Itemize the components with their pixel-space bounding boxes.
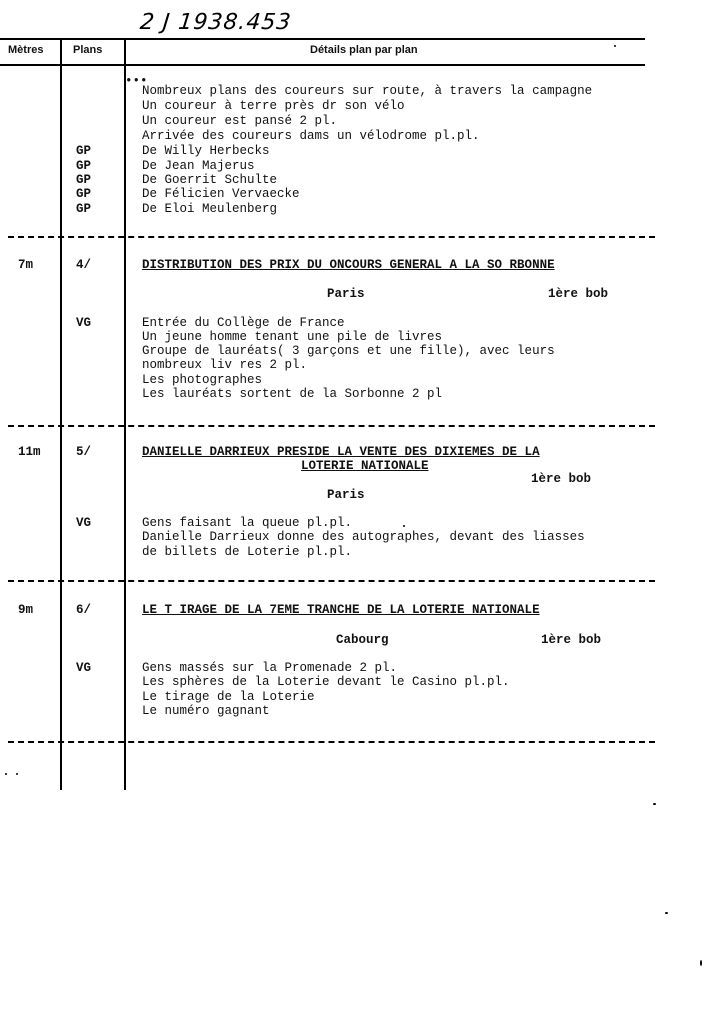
- document-reference: 2 J 1938.453: [138, 10, 293, 35]
- scan-speck: [614, 45, 616, 47]
- scan-speck: [403, 525, 405, 527]
- scan-speck: [5, 773, 7, 775]
- section-2-line: Groupe de lauréats( 3 garçons et une fille), avec leurs: [142, 344, 555, 358]
- section-separator: [8, 425, 655, 427]
- section-1-line: De Félicien Vervaecke: [142, 187, 300, 201]
- section-separator: [8, 741, 655, 743]
- section-1-line: De Eloi Meulenberg: [142, 202, 278, 216]
- section-1-line: De Goerrit Schulte: [142, 173, 278, 187]
- section-3-title-line-1: DANIELLE DARRIEUX PRESIDE LA VENTE DES DIXIEMES DE LA: [142, 445, 540, 459]
- section-1-line: Un coureur est pansé 2 pl.: [142, 114, 338, 128]
- header-metres: Mètres: [8, 44, 44, 56]
- section-4-metres: 9m: [18, 603, 34, 617]
- section-3-line: de billets de Loterie pl.pl.: [142, 545, 353, 559]
- section-4-line: Le tirage de la Loterie: [142, 690, 315, 704]
- section-4-bob: 1ère bob: [541, 633, 602, 647]
- scan-speck: [700, 960, 702, 966]
- section-separator: [8, 580, 655, 582]
- section-3-number: 5/: [76, 445, 92, 459]
- scan-speck: [653, 803, 656, 805]
- section-separator: [8, 236, 655, 238]
- section-2-line: Les lauréats sortent de la Sorbonne 2 pl: [142, 387, 443, 401]
- section-1-line: De Jean Majerus: [142, 159, 255, 173]
- section-1-line: Nombreux plans des coureurs sur route, à travers la campagne: [142, 84, 593, 98]
- section-2-line: nombreux liv res 2 pl.: [142, 358, 308, 372]
- section-2-title: DISTRIBUTION DES PRIX DU ONCOURS GENERAL A LA SO RBONNE: [142, 258, 555, 272]
- section-1-line: Arrivée des coureurs dams un vélodrome pl.pl.: [142, 129, 480, 143]
- section-2-bob: 1ère bob: [548, 287, 609, 301]
- scan-speck: [665, 912, 668, 914]
- header-bottom-rule: [0, 64, 645, 66]
- section-3-line: Gens faisant la queue pl.pl.: [142, 516, 353, 530]
- section-1-line: Un coureur à terre près dr son vélo: [142, 99, 405, 113]
- column-rule-plans: [124, 38, 126, 790]
- section-3-metres: 11m: [18, 445, 41, 459]
- section-2-number: 4/: [76, 258, 92, 272]
- column-rule-metres: [60, 38, 62, 790]
- section-4-place: Cabourg: [336, 633, 389, 647]
- plan-code: VG: [76, 316, 92, 330]
- section-4-line: Les sphères de la Loterie devant le Casino pl.pl.: [142, 675, 510, 689]
- section-2-metres: 7m: [18, 258, 34, 272]
- header-top-rule: [0, 38, 645, 40]
- section-4-line: Le numéro gagnant: [142, 704, 270, 718]
- plan-code: GP: [76, 159, 92, 173]
- section-2-place: Paris: [327, 287, 365, 301]
- plan-code: GP: [76, 173, 92, 187]
- section-4-title: LE T IRAGE DE LA 7EME TRANCHE DE LA LOTERIE NATIONALE: [142, 603, 540, 617]
- section-1-line: De Willy Herbecks: [142, 144, 270, 158]
- section-1-marker: •••: [125, 74, 148, 88]
- plan-code: VG: [76, 516, 92, 530]
- section-2-line: Un jeune homme tenant une pile de livres: [142, 330, 443, 344]
- header-details: Détails plan par plan: [310, 44, 418, 56]
- section-3-title-line-2: LOTERIE NATIONALE: [301, 459, 429, 473]
- section-3-bob: 1ère bob: [531, 472, 592, 486]
- plan-code: VG: [76, 661, 92, 675]
- section-3-line: Danielle Darrieux donne des autographes, devant des liasses: [142, 530, 585, 544]
- section-3-place: Paris: [327, 488, 365, 502]
- section-2-line: Les photographes: [142, 373, 263, 387]
- plan-code: GP: [76, 144, 92, 158]
- plan-code: GP: [76, 187, 92, 201]
- section-2-line: Entrée du Collège de France: [142, 316, 345, 330]
- plan-code: GP: [76, 202, 92, 216]
- header-plans: Plans: [73, 44, 103, 56]
- section-4-line: Gens massés sur la Promenade 2 pl.: [142, 661, 398, 675]
- scan-speck: [16, 773, 18, 775]
- section-4-number: 6/: [76, 603, 92, 617]
